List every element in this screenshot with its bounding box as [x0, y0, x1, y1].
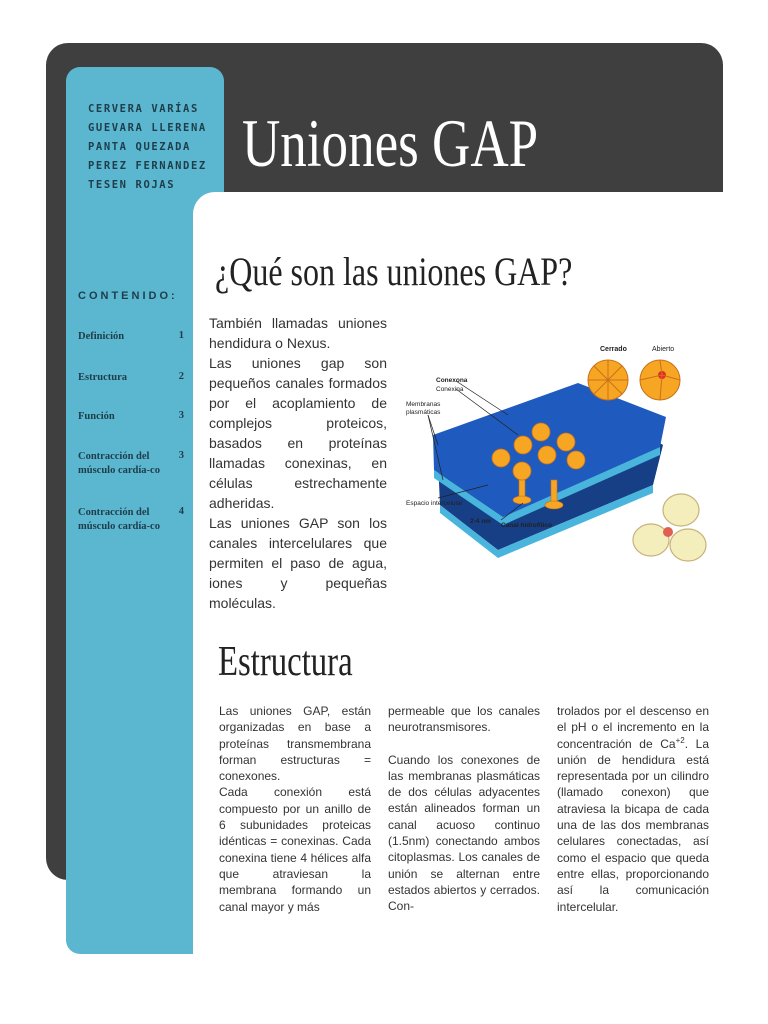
toc-item-page: 1 — [178, 330, 184, 341]
toc-item-page: 3 — [178, 450, 184, 461]
toc-item-page: 2 — [178, 371, 184, 382]
author-name: PEREZ FERNANDEZ — [88, 160, 207, 172]
superscript: +2 — [675, 735, 685, 745]
toc-item-estructura[interactable] — [78, 371, 184, 385]
connexon — [557, 433, 575, 451]
label-plasmaticas: plasmáticas — [406, 409, 441, 416]
label-cerrado: Cerrado — [600, 346, 627, 353]
toc-title: CONTENIDO: — [78, 290, 178, 302]
intro-paragraph: Las uniones gap son pequeños canales formados por el acoplamiento de complejos proteicos, basados en proteínas llamadas conexinas, en células estrechamente adheridas. — [209, 355, 387, 511]
connexon — [567, 451, 585, 469]
paragraph: Cada conexión está compuesto por un anillo de 6 subunidades proteicas idénticas = conexinas. Cada conexina tiene 4 hélices alfa que atraviesan la membrana formando un canal mayor y más — [219, 785, 371, 914]
toc-item-label: Función — [78, 411, 115, 422]
label-abierto: Abierto — [652, 346, 675, 353]
label-membranas: Membranas — [406, 401, 441, 408]
intro-text — [209, 313, 387, 613]
text-column-2 — [388, 703, 540, 915]
gap-junction-diagram — [398, 335, 713, 570]
section-heading-que-son: ¿Qué son las uniones GAP? — [215, 249, 573, 294]
closed-connexon — [588, 360, 628, 400]
label-espacio: Espacio intercelular — [406, 500, 463, 507]
section-heading-estructura: Estructura — [218, 639, 353, 685]
document-title: Uniones GAP — [242, 105, 539, 181]
open-connexon — [640, 360, 680, 400]
author-name: PANTA QUEZADA — [88, 141, 191, 153]
label-conexina: Conexina — [436, 386, 464, 393]
leader-line — [428, 415, 438, 445]
label-nm: 2-4 nm — [470, 518, 491, 525]
paragraph — [557, 703, 709, 915]
intro-paragraph: También llamadas uniones hendidura o Nexus. — [209, 315, 387, 351]
paragraph: permeable que los canales neurotransmisores. — [388, 704, 540, 735]
connexon — [514, 436, 532, 454]
author-name: GUEVARA LLERENA — [88, 122, 207, 134]
toc-item-label: Definición — [78, 331, 125, 342]
channel-stalk — [551, 480, 557, 504]
leader-line — [456, 381, 508, 415]
toc-item-page: 3 — [178, 410, 184, 421]
toc-item-contraccion-2[interactable] — [78, 506, 184, 534]
paragraph: Las uniones GAP, están organizadas en base a proteínas transmembrana forman estructuras = conexones. — [219, 704, 371, 784]
toc-item-page: 4 — [178, 506, 184, 517]
connexon — [492, 449, 510, 467]
author-name: CERVERA VARÍAS — [88, 103, 199, 115]
author-list — [88, 100, 207, 195]
text-column-1 — [219, 703, 371, 915]
toc-item-label: Estructura — [78, 372, 127, 383]
paragraph-part: trolados por el descenso en el pH o el incremento en la concentración de Ca — [557, 704, 709, 751]
cell-cluster — [633, 494, 706, 561]
author-name: TESEN ROJAS — [88, 179, 176, 191]
text-column-3 — [557, 703, 709, 915]
toc-item-label: Contracción del músculo cardía-co — [78, 451, 160, 476]
connexon — [513, 462, 531, 480]
label-conexona: Conexona — [436, 377, 468, 384]
toc-item-funcion[interactable] — [78, 410, 184, 424]
intro-paragraph: Las uniones GAP son los canales intercelulares que permiten el paso de agua, iones y pequeñas moléculas. — [209, 515, 387, 611]
toc-item-contraccion-1[interactable] — [78, 450, 184, 478]
channel-base — [513, 496, 531, 504]
paragraph: Cuando los conexones de las membranas plasmáticas de dos células adyacentes están alineados forman un canal acuoso continuo (1.5nm) conectando ambos citoplasmas. Los canales de unión se alternan entre estados abiertos y cerrados. Con- — [388, 752, 540, 914]
toc-item-definicion[interactable] — [78, 330, 184, 344]
connexon — [538, 446, 556, 464]
toc-item-label: Contracción del músculo cardía-co — [78, 507, 160, 532]
label-canal: Canal hidrofílico — [501, 522, 552, 529]
channel-base — [545, 501, 563, 509]
connexon — [532, 423, 550, 441]
paragraph-part: . La unión de hendidura está representada por un cilindro (llamado conexon) que atraviesa la bicapa de cada una de las dos membranas celulares conectadas, así como el espacio que queda entre ellas, proporcionando así la comunicación intercelular. — [557, 736, 709, 914]
